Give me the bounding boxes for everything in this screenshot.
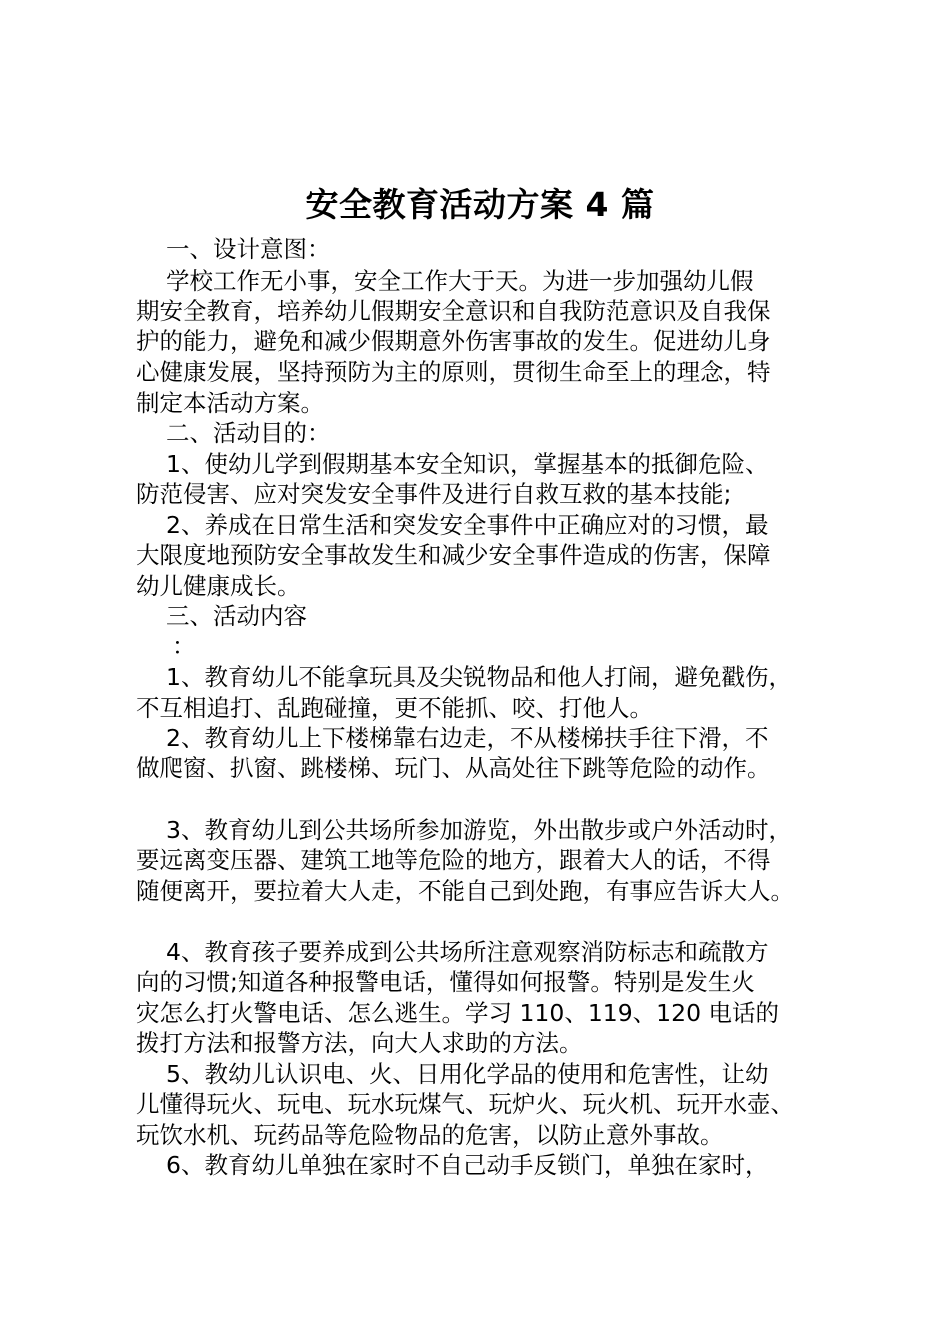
paragraph-line: 大限度地预防安全事故发生和减少安全事件造成的伤害，保障	[136, 541, 771, 569]
paragraph-line: 学校工作无小事，安全工作大于天。为进一步加强幼儿假	[166, 267, 754, 295]
section-heading: 三、活动内容	[166, 602, 307, 630]
paragraph-line: 心健康发展，坚持预防为主的原则，贯彻生命至上的理念，特	[136, 358, 771, 386]
paragraph-line: 2、教育幼儿上下楼梯靠右边走，不从楼梯扶手往下滑，不	[166, 724, 769, 752]
paragraph-line: 灾怎么打火警电话、怎么逃生。学习 110、119、120 电话的	[136, 999, 780, 1027]
section-heading: 一、设计意图：	[166, 235, 331, 263]
paragraph-line: 儿懂得玩火、玩电、玩水玩煤气、玩炉火、玩火机、玩开水壶、	[136, 1090, 794, 1118]
paragraph-line: 1、使幼儿学到假期基本安全知识，掌握基本的抵御危险、	[166, 450, 769, 478]
paragraph-line: 向的习惯;知道各种报警电话，懂得如何报警。特别是发生火	[136, 968, 755, 996]
paragraph-line: 护的能力，避免和减少假期意外伤害事故的发生。促进幼儿身	[136, 327, 771, 355]
paragraph-line: 制定本活动方案。	[136, 389, 324, 417]
paragraph-line: 随便离开，要拉着大人走，不能自己到处跑，有事应告诉大人。	[136, 877, 794, 905]
paragraph-line: 2、养成在日常生活和突发安全事件中正确应对的习惯，最	[166, 511, 769, 539]
paragraph-line: 拨打方法和报警方法，向大人求助的方法。	[136, 1029, 583, 1057]
paragraph-line: 3、教育幼儿到公共场所参加游览，外出散步或户外活动时，	[166, 816, 792, 844]
section-heading-colon: ：	[172, 632, 196, 660]
paragraph-line: 期安全教育，培养幼儿假期安全意识和自我防范意识及自我保	[136, 297, 771, 325]
paragraph-line: 不互相追打、乱跑碰撞，更不能抓、咬、打他人。	[136, 694, 653, 722]
paragraph-line: 5、教幼儿认识电、火、日用化学品的使用和危害性，让幼	[166, 1060, 769, 1088]
paragraph-line: 防范侵害、应对突发安全事件及进行自救互救的基本技能;	[136, 480, 732, 508]
paragraph-line: 幼儿健康成长。	[136, 572, 301, 600]
paragraph-line: 4、教育孩子要养成到公共场所注意观察消防标志和疏散方	[166, 938, 769, 966]
paragraph-line: 1、教育幼儿不能拿玩具及尖锐物品和他人打闹，避免戳伤，	[166, 663, 792, 691]
paragraph-line: 做爬窗、扒窗、跳楼梯、玩门、从高处往下跳等危险的动作。	[136, 754, 771, 782]
paragraph-line: 要远离变压器、建筑工地等危险的地方，跟着大人的话，不得	[136, 846, 771, 874]
section-heading: 二、活动目的：	[166, 419, 331, 447]
paragraph-line: 6、教育幼儿单独在家时不自己动手反锁门，单独在家时，	[166, 1151, 769, 1179]
paragraph-line: 玩饮水机、玩药品等危险物品的危害，以防止意外事故。	[136, 1121, 724, 1149]
document-title: 安全教育活动方案 4 篇	[305, 185, 655, 224]
